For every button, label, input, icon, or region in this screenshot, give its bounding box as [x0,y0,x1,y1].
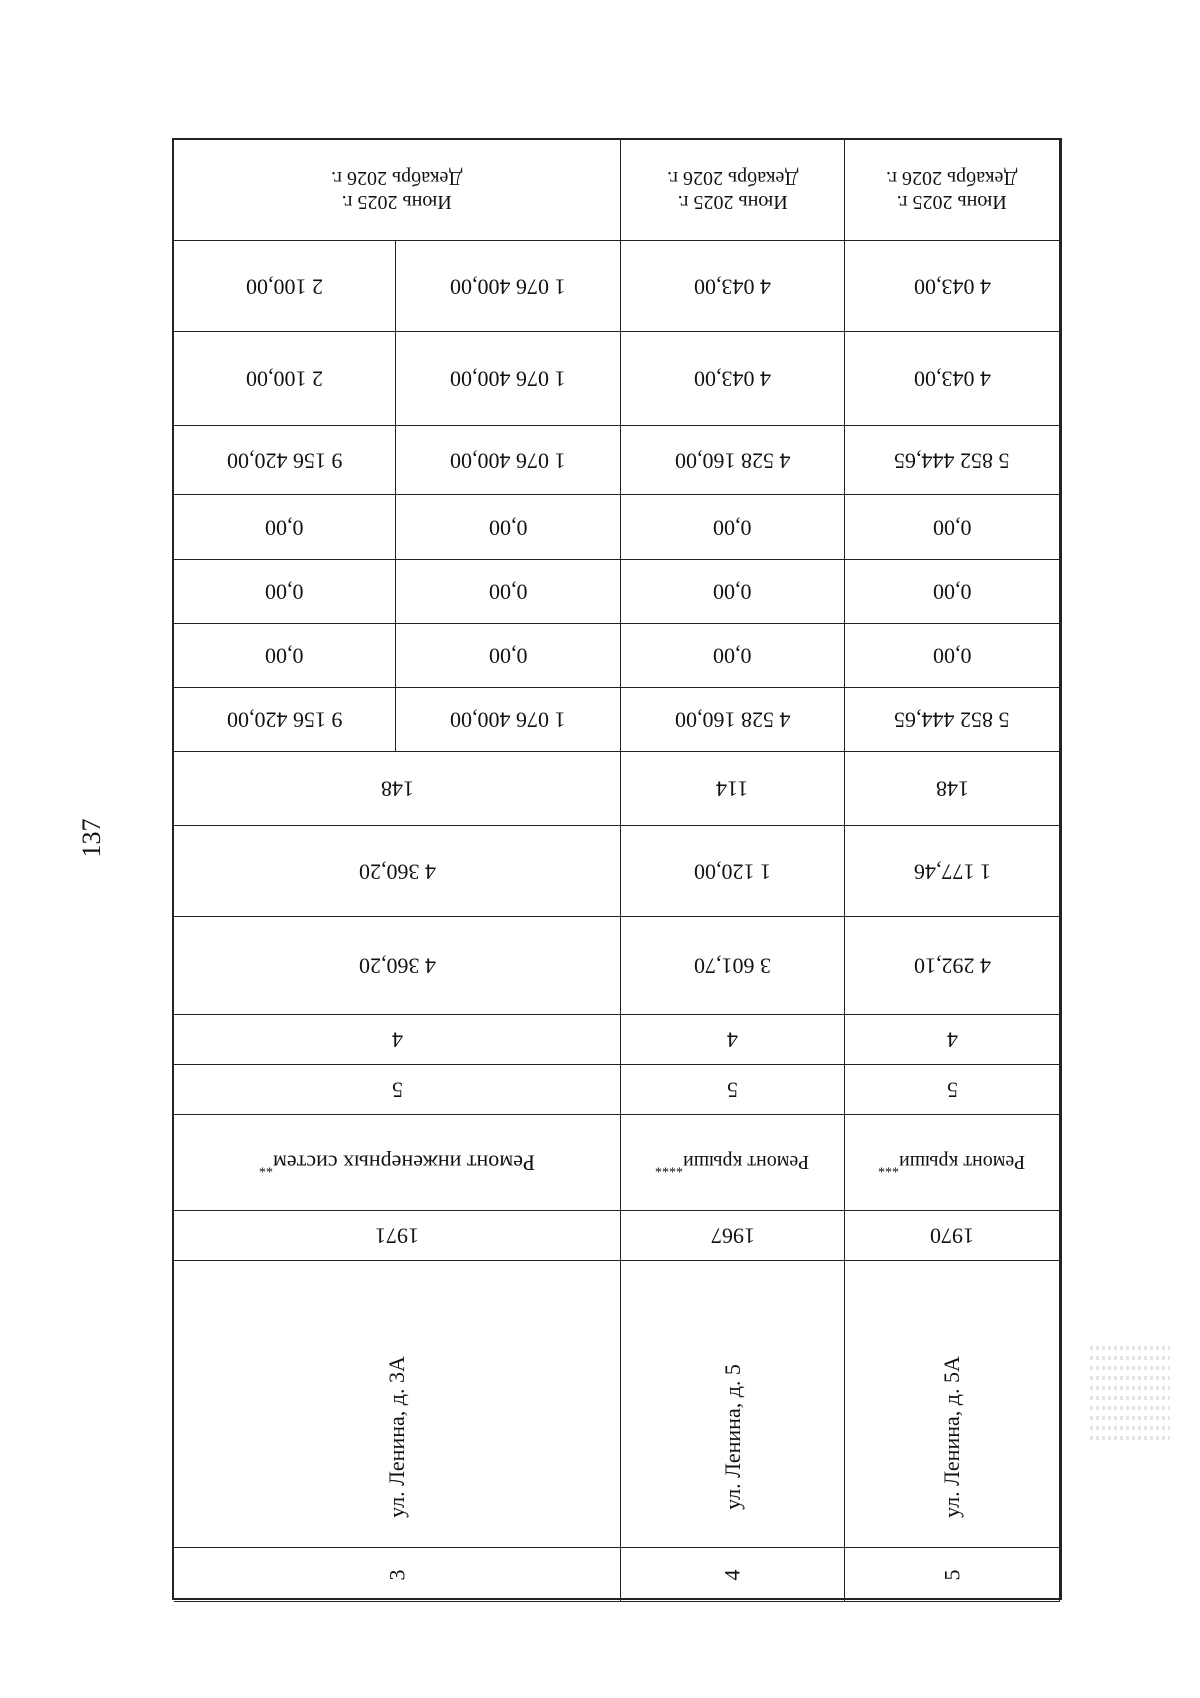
work-type-footnote-mark: *** [878,1159,900,1175]
period-line2: Декабрь 2026 г. [331,167,463,189]
year-cell [845,1211,1060,1261]
zero-value: 0,00 [713,515,752,541]
zero-value: 0,00 [713,579,752,605]
zero-cell [621,560,845,624]
total-cost-value: 4 528 160,00 [674,448,791,474]
column-4-cell [174,1015,621,1065]
faint-stamp [1090,1340,1170,1550]
area-cell [621,826,845,917]
unit-cost-cell [621,332,845,426]
area-cell [845,826,1060,917]
unit-cost-value: 4 043,00 [694,274,771,300]
year-cell [174,1211,621,1261]
total-cost-cell [621,688,845,752]
total-cost-cell [396,688,621,752]
address-value: ул. Ленина, д. 5 [719,1364,745,1510]
period-cell [174,140,621,241]
year-cell [621,1211,845,1261]
area-value: 4 360,20 [358,859,436,885]
work-type-value: Ремонт инженерных систем [273,1150,535,1176]
work-type-value: Ремонт крыши [899,1151,1026,1174]
column-4-cell [845,1015,1060,1065]
zero-cell [174,560,396,624]
address-cell [621,1261,845,1548]
area-value: 1 177,46 [913,859,991,885]
year-value: 1971 [375,1223,419,1249]
unit-cost-cell [396,241,621,332]
unit-cost-value: 4 043,00 [913,366,991,392]
work-type-value: Ремонт крыши [683,1151,810,1174]
unit-cost-value: 1 076 400,00 [450,274,566,300]
zero-cell [174,495,396,560]
column-5-value: 5 [391,1077,403,1103]
zero-cell [396,560,621,624]
zero-cell [845,624,1060,688]
zero-value: 0,00 [488,643,528,669]
period-cell [621,140,845,241]
area-cell [174,826,621,917]
zero-cell [845,560,1060,624]
unit-cost-value: 2 100,00 [246,274,323,300]
total-cost-value: 5 852 444,65 [894,707,1010,733]
work-type-cell [621,1115,845,1211]
row-number-cell [621,1548,845,1602]
unit-cost-value: 2 100,00 [246,366,323,392]
column-5-value: 5 [727,1077,738,1103]
row-number-value: 3 [384,1569,409,1580]
period-cell [845,140,1060,241]
unit-cost-cell [396,332,621,426]
total-cost-cell [396,426,621,495]
total-cost-value: 4 528 160,00 [674,707,791,733]
address-value: ул. Ленина, д. 5А [939,1356,964,1518]
zero-value: 0,00 [932,643,972,669]
area-cell [845,917,1060,1015]
column-5-cell [174,1065,621,1115]
zero-value: 0,00 [265,643,304,669]
zero-cell [396,495,621,560]
period-line2: Декабрь 2026 г. [666,167,799,189]
unit-cost-value: 1 076 400,00 [450,366,566,392]
zero-value: 0,00 [932,579,972,605]
total-cost-value: 9 156 420,00 [226,448,343,474]
zero-cell [845,495,1060,560]
total-cost-cell [174,426,396,495]
area-cell [621,917,845,1015]
total-cost-cell [845,688,1060,752]
column-4-value: 4 [391,1027,403,1053]
people-value: 148 [935,776,969,802]
area-value: 4 360,20 [358,953,436,979]
total-cost-value: 9 156 420,00 [226,707,343,733]
page-number: 137 [77,818,106,858]
people-cell [845,752,1060,826]
column-5-cell [621,1065,845,1115]
address-cell [845,1261,1060,1548]
total-cost-value: 5 852 444,65 [894,448,1010,474]
unit-cost-cell [621,241,845,332]
zero-cell [621,495,845,560]
period-line1: Июнь 2025 г. [677,191,788,213]
zero-cell [174,624,396,688]
people-value: 114 [716,776,749,802]
total-cost-cell [174,688,396,752]
column-4-cell [621,1015,845,1065]
area-cell [174,917,621,1015]
total-cost-cell [621,426,845,495]
address-cell [174,1261,621,1548]
total-cost-value: 1 076 400,00 [450,448,566,474]
row-number-value: 4 [719,1569,745,1580]
column-5-cell [845,1065,1060,1115]
work-type-cell [174,1115,621,1211]
area-value: 1 120,00 [694,859,771,885]
total-cost-value: 1 076 400,00 [450,707,566,733]
unit-cost-cell [845,332,1060,426]
zero-cell [396,624,621,688]
area-value: 4 292,10 [913,953,991,979]
unit-cost-cell [174,241,396,332]
column-4-value: 4 [727,1027,738,1053]
year-value: 1970 [930,1223,974,1249]
people-value: 148 [380,776,414,802]
repair-table [172,138,1062,1600]
people-cell [174,752,621,826]
year-value: 1967 [710,1223,755,1249]
column-4-value: 4 [946,1027,958,1053]
period-line1: Июнь 2025 г. [341,191,453,213]
unit-cost-cell [174,332,396,426]
row-number-value: 5 [939,1569,964,1580]
period-line2: Декабрь 2026 г. [886,167,1018,189]
area-value: 3 601,70 [694,953,771,979]
unit-cost-value: 4 043,00 [913,274,991,300]
column-5-value: 5 [946,1077,958,1103]
zero-value: 0,00 [713,643,752,669]
zero-value: 0,00 [488,579,528,605]
zero-value: 0,00 [265,579,304,605]
unit-cost-cell [845,241,1060,332]
zero-cell [621,624,845,688]
address-value: ул. Ленина, д. 3А [384,1356,409,1518]
work-type-footnote-mark: ** [259,1160,274,1176]
row-number-cell [845,1548,1060,1602]
total-cost-cell [845,426,1060,495]
zero-value: 0,00 [265,515,304,541]
work-type-cell [845,1115,1060,1211]
zero-value: 0,00 [932,515,972,541]
work-type-footnote-mark: **** [655,1159,684,1175]
people-cell [621,752,845,826]
unit-cost-value: 4 043,00 [694,366,771,392]
zero-value: 0,00 [488,515,528,541]
row-number-cell [174,1548,621,1602]
period-line1: Июнь 2025 г. [896,191,1008,213]
